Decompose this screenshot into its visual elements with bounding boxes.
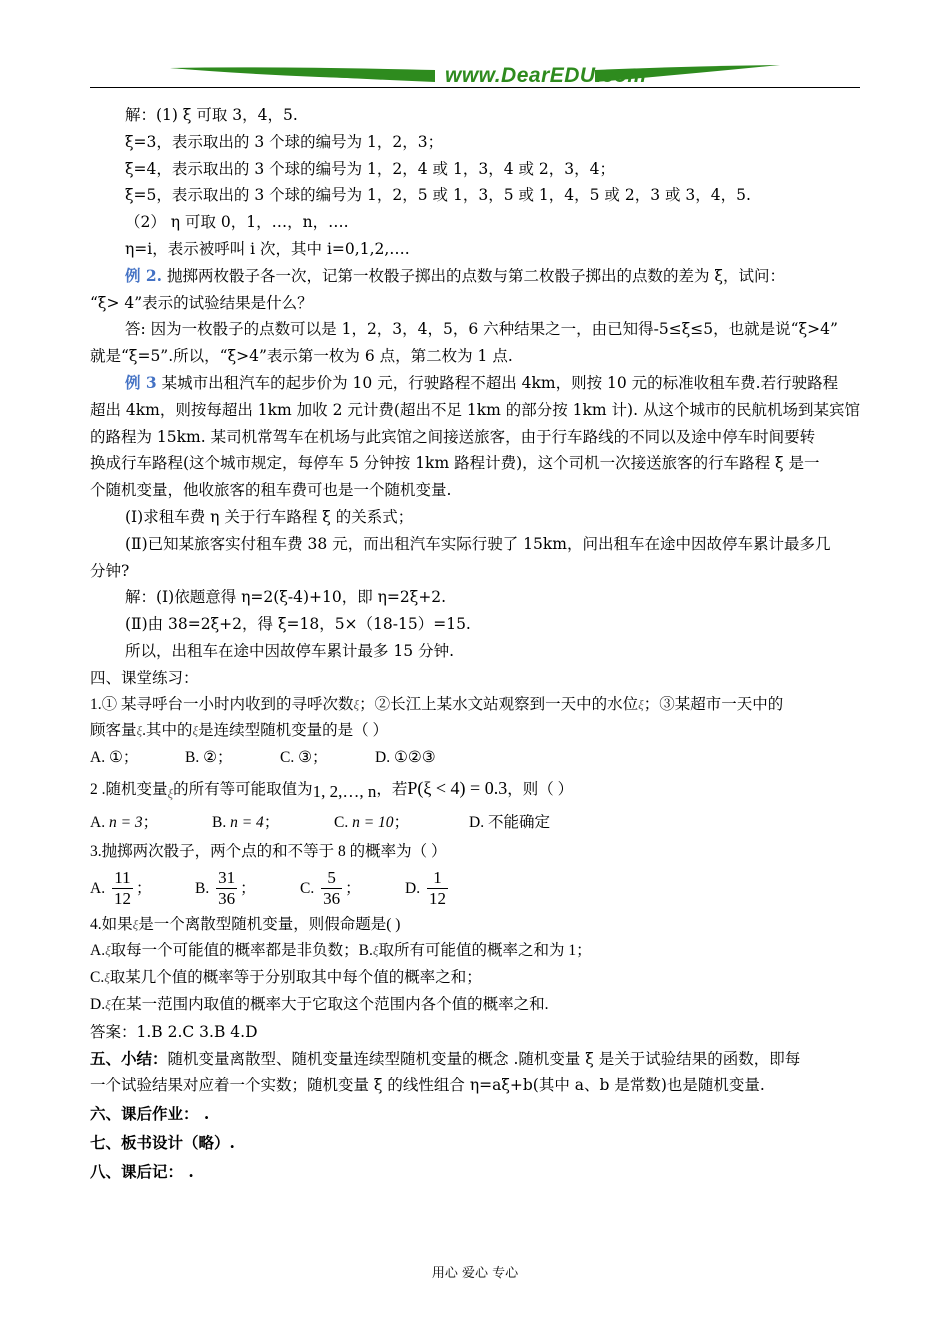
section-6-heading: 六、课后作业： . xyxy=(90,1104,210,1124)
q2-text-c: ，若 xyxy=(376,780,408,798)
ex1-line-4: ξ=5，表示取出的 3 个球的编号为 1，2，5 或 1，3，5 或 1，4，5 或 2，3 或 3，4，5. xyxy=(125,186,751,205)
q1-line-2 xyxy=(90,718,860,745)
xi-symbol: ξ xyxy=(353,696,360,712)
q1-option-c: C. ③； xyxy=(280,749,328,767)
header-banner xyxy=(90,60,860,90)
q3-fraction-b xyxy=(216,868,237,909)
q3-option-c: C. xyxy=(300,879,315,897)
xi-symbol: ξ xyxy=(105,943,111,959)
xi-symbol: ξ xyxy=(105,996,111,1012)
ex3-text-1: 某城市出租汽车的起步价为 10 元，行驶路程不超出 4km，则按 10 元的标准收租车费.若行驶路程 xyxy=(156,373,839,392)
ex3-line-3: 的路程为 15km. 某司机常驾车在机场与此宾馆之间接送旅客，由于行车路线的不同以及途中停车时间要转 xyxy=(90,427,816,446)
ex3-label: 例 3 xyxy=(125,372,157,392)
q1-text-a: 1.① 某寻呼台一小时内收到的寻呼次数 xyxy=(90,695,354,713)
section-7-heading: 七、板书设计（略）. xyxy=(90,1133,235,1153)
ex3-solution-2: (Ⅱ)由 38=2ξ+2，得 ξ=18，5×（18-15）=15. xyxy=(125,615,471,634)
q2-option-a-math: n = 3 xyxy=(108,813,143,831)
section-5-line-1 xyxy=(90,1046,860,1073)
q2-values: 1, 2,…, n xyxy=(312,781,377,801)
xi-symbol: ξ xyxy=(132,916,139,932)
ex1-line-6: η=i，表示被呼叫 i 次，其中 i=0,1,2,…. xyxy=(125,239,410,258)
q4-label-d: D. xyxy=(90,995,106,1013)
q1-option-b: B. ②； xyxy=(185,749,233,767)
q2-sep: ； xyxy=(393,813,410,831)
q2-text-b: 的所有等可能取值为 xyxy=(173,780,313,798)
q3-options xyxy=(90,866,860,912)
ex3-solution-3: 所以，出租车在途中因故停车累计最多 15 分钟. xyxy=(125,641,455,660)
fraction-numerator: 5 xyxy=(321,868,342,889)
q3-fraction-c xyxy=(321,868,342,909)
q2-text-d: ，则（ ） xyxy=(507,780,574,798)
q4-text-a: 取每一个可能值的概率都是非负数；B. xyxy=(110,942,373,960)
q4-text-b: 取所有可能值的概率之和为 1； xyxy=(378,942,592,960)
page-content xyxy=(90,102,860,1186)
answers: 答案：1.B 2.C 3.B 4.D xyxy=(90,1022,258,1041)
q1-text-b: ；②长江上某水文站观察到一天中的水位 xyxy=(359,695,639,713)
q1-line-1 xyxy=(90,692,860,719)
xi-symbol: ξ xyxy=(192,723,199,739)
q4-text-c: 取某几个值的概率等于分别取其中每个值的概率之和； xyxy=(109,969,482,987)
q1-text-c: ；③某超市一天中的 xyxy=(643,695,784,713)
q3-fraction-a xyxy=(112,868,133,909)
q1-options xyxy=(90,745,860,772)
section-5-heading: 五、小结： xyxy=(90,1048,168,1068)
q4-text-b: 是一个离散型随机变量，则假命题是( ) xyxy=(138,915,401,933)
q1-option-d: D. ①②③ xyxy=(375,749,436,767)
q3-sep: ； xyxy=(345,879,361,897)
q2-stem xyxy=(90,772,860,806)
q3-sep: ； xyxy=(240,879,256,897)
q2-sep: ； xyxy=(263,813,280,831)
ex2-label: 例 2. xyxy=(125,265,163,285)
q2-text-a: 2 .随机变量 xyxy=(90,780,168,798)
q4-label-c: C. xyxy=(90,969,105,987)
q4-text-d: 在某一范围内取值的概率大于它取这个范围内各个值的概率之和. xyxy=(110,995,549,1013)
ex2-question xyxy=(90,263,860,290)
q2-option-c-math: n = 10 xyxy=(352,813,394,831)
section-8-heading: 八、课后记： . xyxy=(90,1162,194,1182)
ex3-line-5: 个随机变量，他收旅客的租车费可也是一个随机变量. xyxy=(90,481,452,500)
q3-option-b: B. xyxy=(195,879,210,897)
section-5-line-2: 一个试验结果对应着一个实数；随机变量 ξ 的线性组合 η=aξ+b(其中 a、b 是常数)也是随机变量. xyxy=(90,1076,765,1095)
fraction-denominator: 12 xyxy=(113,889,131,909)
ex2-q1: 抛掷两枚骰子各一次，记第一枚骰子掷出的点数与第二枚骰子掷出的点数的差为 ξ，试问： xyxy=(162,266,785,285)
site-logo-text[interactable]: www.DearEDU.com xyxy=(445,64,647,87)
q3-stem: 3.抛掷两次骰子，两个点的和不等于 8 的概率为（ ） xyxy=(90,842,447,860)
ex2-a1: 答: 因为一枚骰子的点数可以是 1，2，3，4，5，6 六种结果之一，由已知得-5≤ξ≤5，也就是说“ξ>4” xyxy=(125,320,838,339)
q2-sep: ； xyxy=(142,813,159,831)
xi-symbol: ξ xyxy=(167,785,174,801)
q2-options xyxy=(90,810,860,837)
q4-stem xyxy=(90,912,860,939)
fraction-denominator: 36 xyxy=(323,889,341,909)
fraction-denominator: 12 xyxy=(428,889,446,909)
ex1-line-2: ξ=3，表示取出的 3 个球的编号为 1，2，3； xyxy=(125,132,444,151)
fraction-numerator: 31 xyxy=(218,868,236,888)
q3-option-a: A. xyxy=(90,879,106,897)
fraction-numerator: 11 xyxy=(112,868,133,889)
ex3-part-1: (Ⅰ)求租车费 η 关于行车路程 ξ 的关系式； xyxy=(125,507,414,526)
ex1-line-3: ξ=4，表示取出的 3 个球的编号为 1，2，4 或 1，3，4 或 2，3，4； xyxy=(125,159,615,178)
xi-symbol: ξ xyxy=(638,696,644,712)
ex3-solution-1: 解：(Ⅰ)依题意得 η=2(ξ-4)+10，即 η=2ξ+2. xyxy=(125,588,447,607)
ex3-part-2-cont: 分钟? xyxy=(90,561,130,580)
q2-option-d: D. 不能确定 xyxy=(469,813,550,831)
xi-symbol: ξ xyxy=(136,723,143,739)
q2-option-a: A. xyxy=(90,813,106,831)
xi-symbol: ξ xyxy=(104,970,110,986)
ex3-part-2: (Ⅱ)已知某旅客实付租车费 38 元，而出租汽车实际行驶了 15km，问出租车在途中因故停车累计最多几 xyxy=(125,534,831,553)
q1-option-a: A. ①； xyxy=(90,749,139,767)
q4-option-ab xyxy=(90,938,860,965)
q1-text-d: 顾客量 xyxy=(90,722,137,740)
ex2-q2: “ξ> 4”表示的试验结果是什么？ xyxy=(90,293,313,312)
q4-text-a: 4.如果 xyxy=(90,915,133,933)
ex3-line-2: 超出 4km，则按每超出 1km 加收 2 元计费(超出不足 1km 的部分按 1km 计). 从这个城市的民航机场到某宾馆 xyxy=(90,400,860,419)
q2-option-b-math: n = 4 xyxy=(230,813,264,831)
xi-symbol: ξ xyxy=(372,943,379,959)
ex3-line-4: 换成行车路程(这个城市规定，每停车 5 分钟按 1km 路程计费)，这个司机一次接送旅客的行车路程 ξ 是一 xyxy=(90,454,820,473)
q3-sep: ； xyxy=(135,879,152,897)
q3-fraction-d xyxy=(427,868,448,909)
fraction-numerator: 1 xyxy=(427,868,448,889)
q1-text-e: .其中的 xyxy=(142,722,193,740)
q3-option-d: D. xyxy=(405,879,421,897)
section-5-text-1: 随机变量离散型、随机变量连续型随机变量的概念 .随机变量 ξ 是关于试验结果的函数，即每 xyxy=(167,1049,801,1068)
page-footer: 用心 爱心 专心 xyxy=(431,1266,519,1281)
q4-option-d xyxy=(90,992,860,1019)
q1-text-f: 是连续型随机变量的是（ ） xyxy=(198,722,388,740)
header-rule xyxy=(90,87,860,88)
ex2-a2: 就是“ξ=5”.所以，“ξ>4”表示第一枚为 6 点，第二枚为 1 点. xyxy=(90,347,513,366)
q2-option-b: B. xyxy=(212,813,227,831)
q2-option-c: C. xyxy=(334,813,349,831)
ex1-line-5: （2） η 可取 0，1，…，n，…. xyxy=(125,213,349,232)
fraction-denominator: 36 xyxy=(218,889,236,909)
ex1-line-1: 解：(1) ξ 可取 3，4，5. xyxy=(125,106,298,124)
q2-probability: P(ξ < 4) = 0.3 xyxy=(407,777,508,798)
q4-label-a: A. xyxy=(90,942,106,960)
ex3-line-1 xyxy=(90,370,860,397)
section-4-heading: 四、课堂练习： xyxy=(90,668,199,687)
q4-option-c xyxy=(90,965,860,992)
